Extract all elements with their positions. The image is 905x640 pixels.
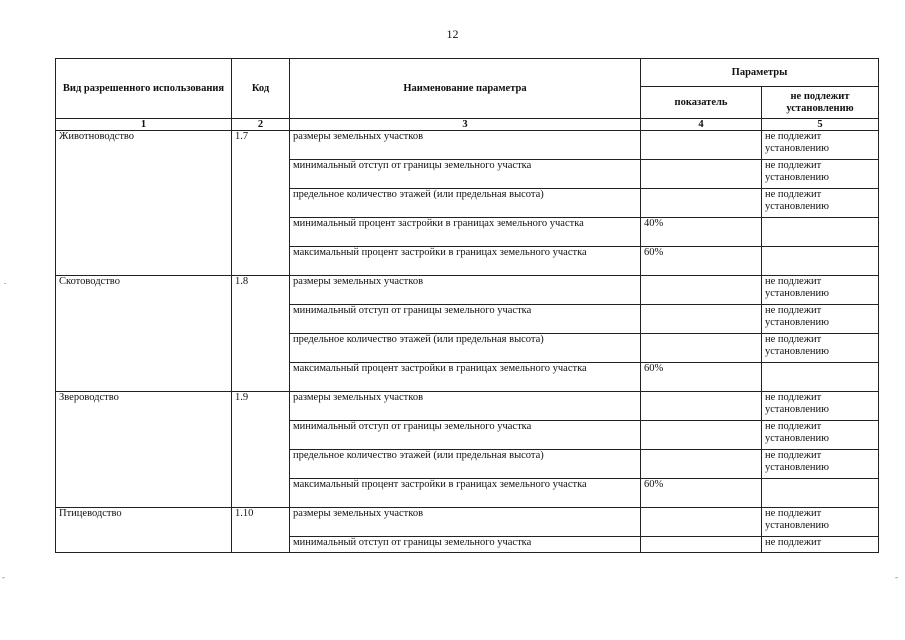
not-established-cell: не подлежит <box>762 537 879 553</box>
indicator-cell <box>641 189 762 218</box>
not-established-cell <box>762 218 879 247</box>
not-established-cell: не подлежит установлению <box>762 131 879 160</box>
indicator-cell: 40% <box>641 218 762 247</box>
parameter-name-cell: размеры земельных участков <box>290 276 641 305</box>
column-number: 5 <box>762 119 879 131</box>
indicator-cell <box>641 450 762 479</box>
indicator-cell <box>641 392 762 421</box>
not-established-cell: не подлежит установлению <box>762 189 879 218</box>
not-established-cell <box>762 247 879 276</box>
indicator-cell <box>641 537 762 553</box>
code-cell: 1.7 <box>232 131 290 276</box>
parameter-name-cell: размеры земельных участков <box>290 392 641 421</box>
column-number: 2 <box>232 119 290 131</box>
margin-mark: . <box>4 276 7 286</box>
column-number: 1 <box>56 119 232 131</box>
code-cell: 1.8 <box>232 276 290 392</box>
not-established-cell: не подлежит установлению <box>762 334 879 363</box>
parameter-name-cell: размеры земельных участков <box>290 131 641 160</box>
indicator-cell <box>641 131 762 160</box>
table-row <box>56 276 879 305</box>
parameter-name-cell: предельное количество этажей (или предельная высота) <box>290 189 641 218</box>
indicator-cell <box>641 276 762 305</box>
use-type-cell: Звероводство <box>56 392 232 508</box>
indicator-cell: 60% <box>641 247 762 276</box>
column-number: 3 <box>290 119 641 131</box>
parameters-table <box>55 58 879 553</box>
use-type-cell: Скотоводство <box>56 276 232 392</box>
page-number: 12 <box>446 27 459 41</box>
parameter-name-cell: предельное количество этажей (или предельная высота) <box>290 334 641 363</box>
not-established-cell: не подлежит установлению <box>762 421 879 450</box>
header-use-type: Вид разрешенного использования <box>56 59 232 119</box>
not-established-cell: не подлежит установлению <box>762 450 879 479</box>
parameter-name-cell: максимальный процент застройки в границах земельного участка <box>290 479 641 508</box>
indicator-cell: 60% <box>641 479 762 508</box>
header-code: Код <box>232 59 290 119</box>
code-cell: 1.10 <box>232 508 290 553</box>
table-body <box>56 131 879 553</box>
table-row <box>56 508 879 537</box>
parameter-name-cell: максимальный процент застройки в границах земельного участка <box>290 363 641 392</box>
parameter-name-cell: максимальный процент застройки в границах земельного участка <box>290 247 641 276</box>
not-established-cell: не подлежит установлению <box>762 392 879 421</box>
indicator-cell <box>641 508 762 537</box>
margin-mark: - <box>2 572 5 582</box>
header-indicator: показатель <box>641 87 762 119</box>
indicator-cell <box>641 305 762 334</box>
parameter-name-cell: размеры земельных участков <box>290 508 641 537</box>
header-parameter-name: Наименование параметра <box>290 59 641 119</box>
use-type-cell: Птицеводство <box>56 508 232 553</box>
indicator-cell <box>641 334 762 363</box>
parameter-name-cell: минимальный отступ от границы земельного участка <box>290 160 641 189</box>
column-number: 4 <box>641 119 762 131</box>
use-type-cell: Животноводство <box>56 131 232 276</box>
not-established-cell <box>762 363 879 392</box>
table-row <box>56 392 879 421</box>
indicator-cell <box>641 421 762 450</box>
indicator-cell <box>641 160 762 189</box>
not-established-cell: не подлежит установлению <box>762 508 879 537</box>
parameter-name-cell: предельное количество этажей (или предельная высота) <box>290 450 641 479</box>
not-established-cell: не подлежит установлению <box>762 160 879 189</box>
not-established-cell <box>762 479 879 508</box>
margin-mark: - <box>895 572 898 582</box>
column-numbers-row <box>56 119 879 131</box>
parameter-name-cell: минимальный процент застройки в границах земельного участка <box>290 218 641 247</box>
code-cell: 1.9 <box>232 392 290 508</box>
header-not-established: не подлежит установлению <box>762 87 879 119</box>
parameter-name-cell: минимальный отступ от границы земельного участка <box>290 421 641 450</box>
parameter-name-cell: минимальный отступ от границы земельного участка <box>290 537 641 553</box>
not-established-cell: не подлежит установлению <box>762 276 879 305</box>
parameter-name-cell: минимальный отступ от границы земельного участка <box>290 305 641 334</box>
indicator-cell: 60% <box>641 363 762 392</box>
table-row <box>56 131 879 160</box>
header-parameters: Параметры <box>641 59 879 87</box>
not-established-cell: не подлежит установлению <box>762 305 879 334</box>
